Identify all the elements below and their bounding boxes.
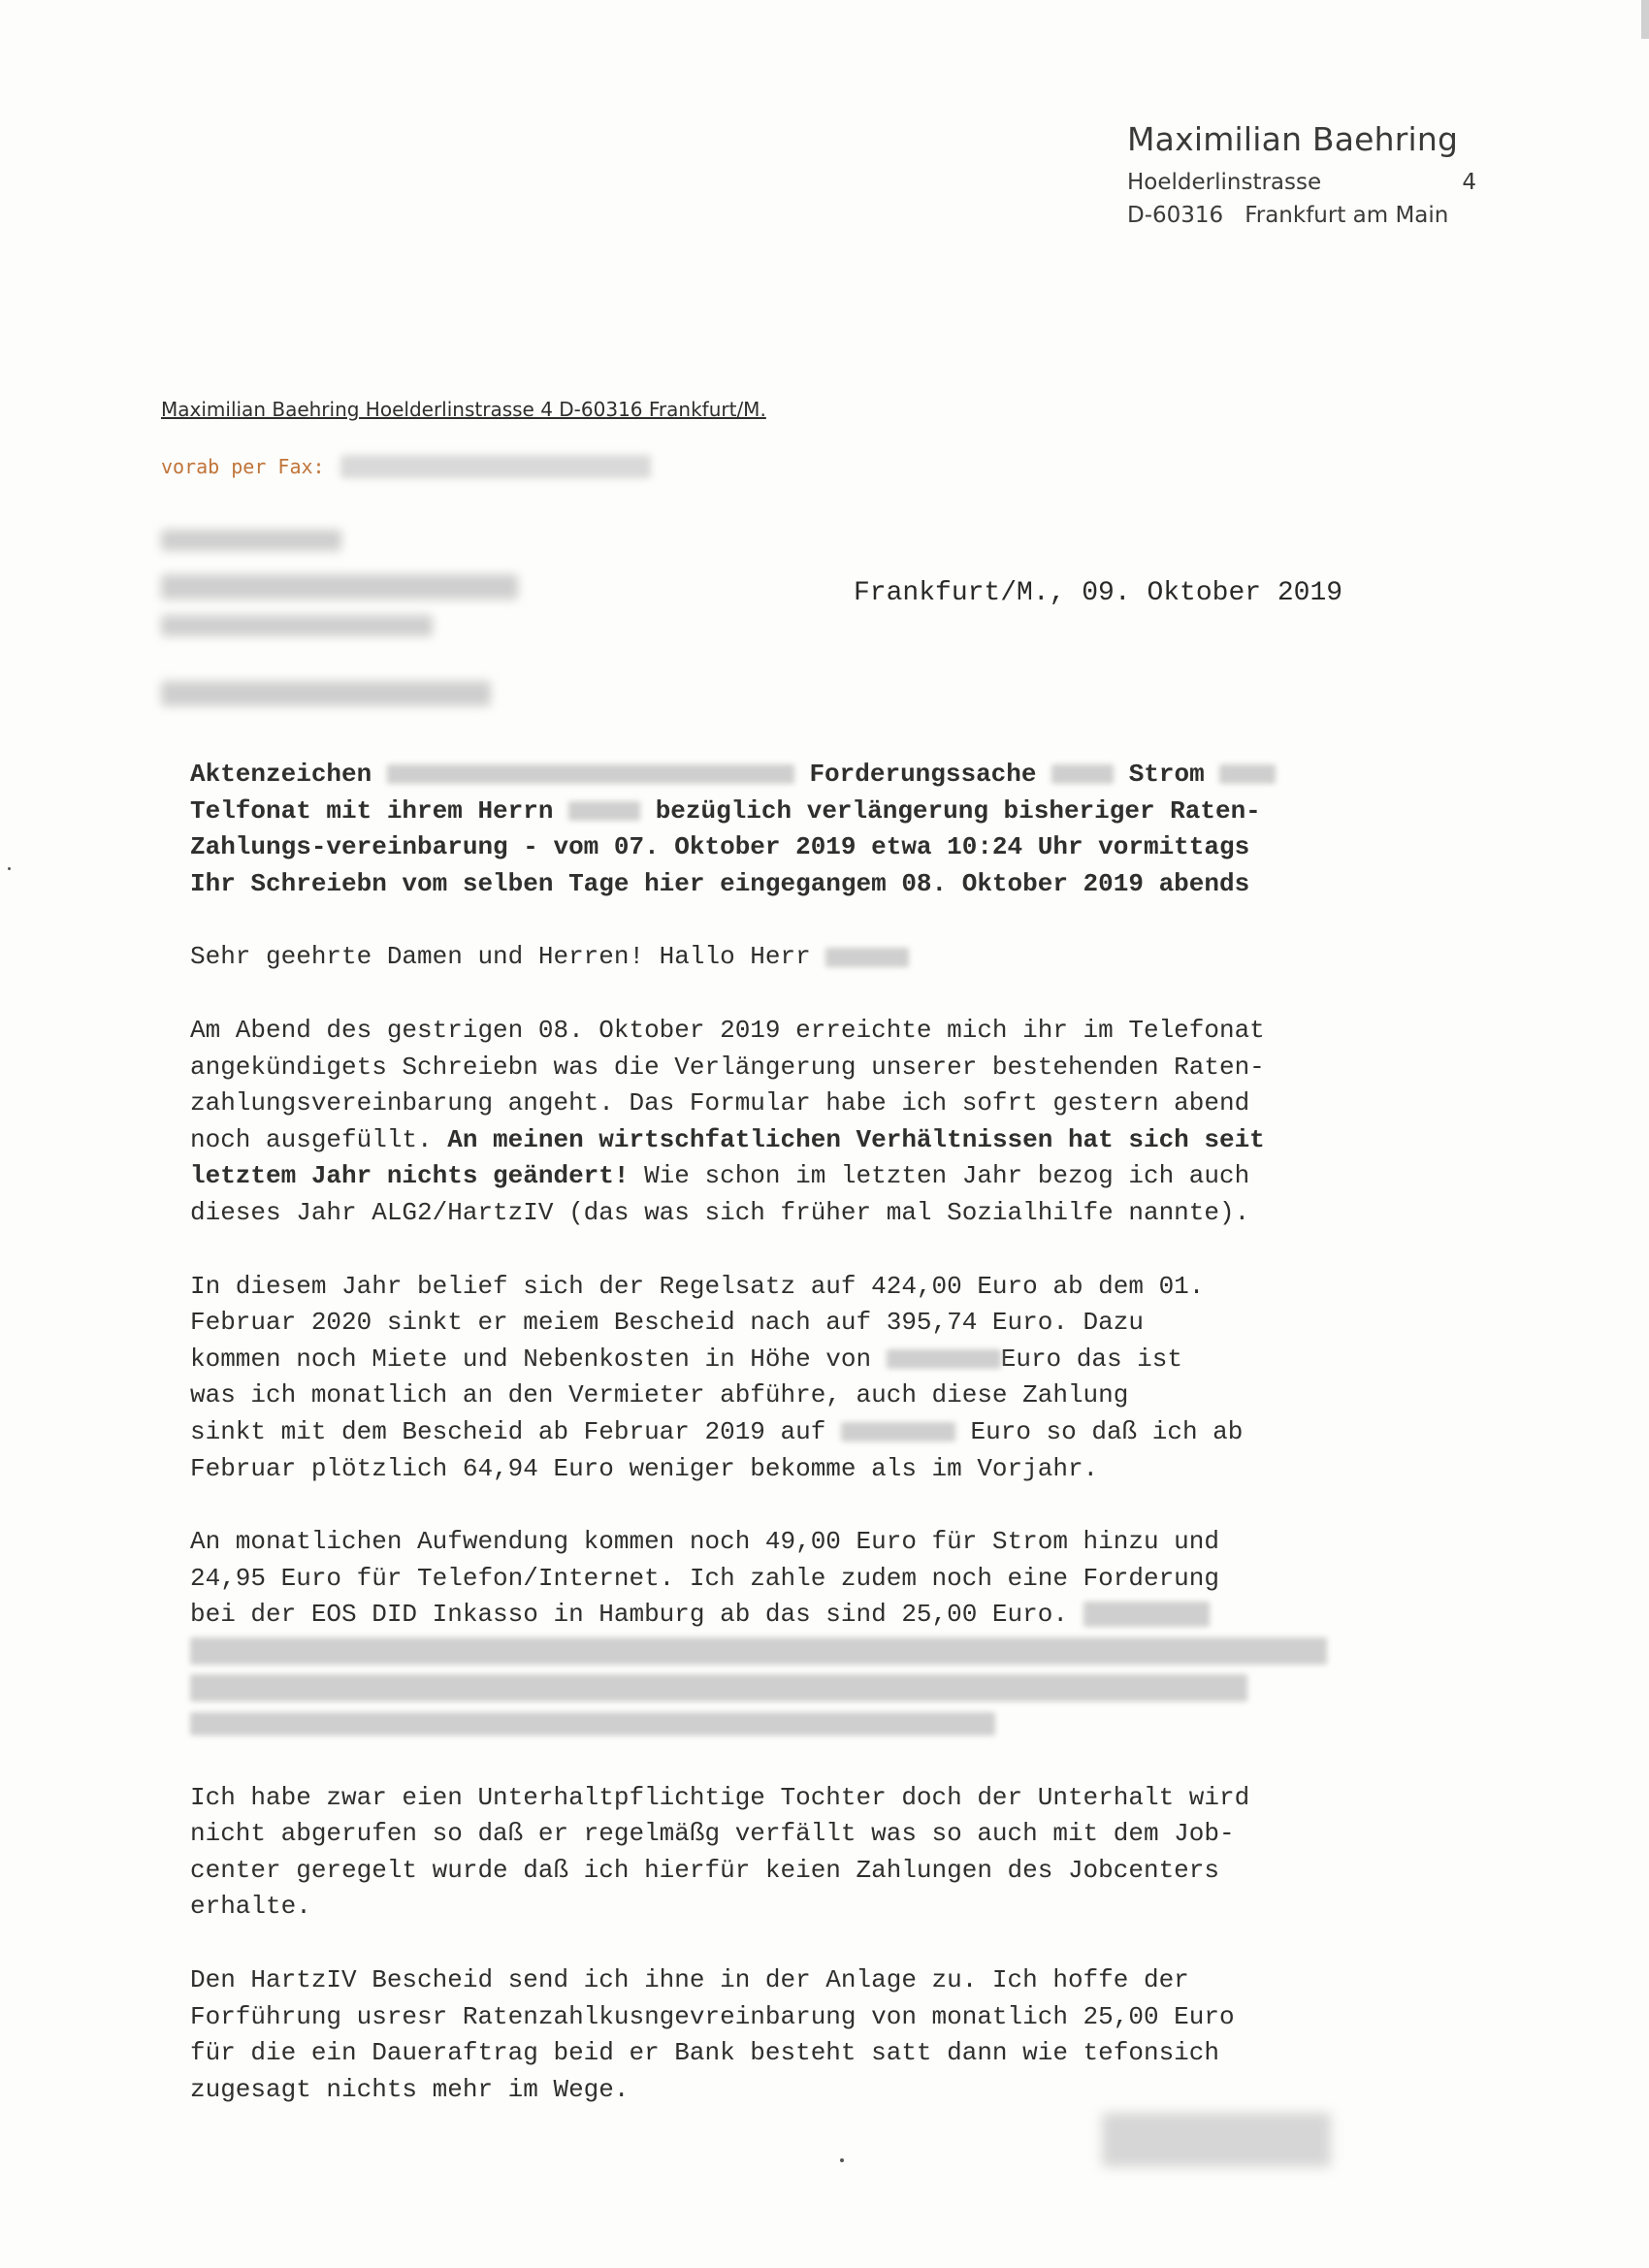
sender-street: Hoelderlinstrasse <box>1127 170 1322 195</box>
subject-line-3: Zahlungs-vereinbarung - vom 07. Oktober 2019 etwa 10:24 Uhr vormittags <box>190 832 1250 862</box>
sender-street-line <box>1127 170 1476 195</box>
sender-city: Frankfurt am Main <box>1245 203 1449 228</box>
text-line: Ich habe zwar eien Unterhaltpflichtige Tochter doch der Unterhalt wird <box>190 1782 1250 1812</box>
redacted-person-name <box>568 801 640 821</box>
text-line: Den HartzIV Bescheid send ich ihne in der Anlage zu. Ich hoffe der <box>190 1965 1189 1995</box>
text-span: kommen noch Miete und Nebenkosten in Höhe von <box>190 1344 872 1374</box>
redacted-person-name <box>825 948 909 967</box>
redacted-file-number <box>387 764 794 784</box>
text-line: nicht abgerufen so daß er regelmäßg verfällt was so auch mit dem Job- <box>190 1819 1235 1849</box>
sender-house-number: 4 <box>1462 170 1476 195</box>
redacted-text <box>190 1674 1247 1701</box>
subject-text: Strom <box>1128 760 1205 789</box>
text-line: dieses Jahr ALG2/HartzIV (das was sich früher mal Sozialhilfe nannte). <box>190 1197 1250 1227</box>
text-line: für die ein Daueraftrag beid er Bank besteht satt dann wie tefonsich <box>190 2038 1219 2068</box>
paragraph-4 <box>190 1780 1412 1926</box>
subject-block <box>190 757 1412 902</box>
redacted-text <box>1083 1602 1210 1627</box>
paragraph-3 <box>190 1524 1412 1743</box>
redacted-signature <box>1102 2113 1331 2167</box>
salutation-text: Sehr geehrte Damen und Herren! Hallo Herr <box>190 942 811 972</box>
redacted-text <box>190 1637 1327 1665</box>
paragraph-5 <box>190 1962 1412 2108</box>
subject-text: Telfonat mit ihrem Herrn <box>190 795 554 826</box>
text-line <box>190 1414 1412 1451</box>
redacted-text-line <box>190 1634 1412 1670</box>
redacted-text-line <box>190 1669 1412 1706</box>
redacted-recipient-line-3 <box>161 615 433 636</box>
subject-line-1 <box>190 757 1412 794</box>
text-line: In diesem Jahr belief sich der Regelsatz auf 424,00 Euro ab dem 01. <box>190 1271 1205 1301</box>
text-line: Forführung usresr Ratenzahlkusngevreinbarung von monatlich 25,00 Euro <box>190 2001 1235 2031</box>
text-line: center geregelt wurde daß ich hierfür keien Zahlungen des Jobcenters <box>190 1855 1219 1885</box>
date-line: Frankfurt/M., 09. Oktober 2019 <box>854 578 1343 608</box>
scan-speck <box>8 867 11 870</box>
redacted-recipient-line-2 <box>161 574 518 599</box>
text-line: An monatlichen Aufwendung kommen noch 49,00 Euro für Strom hinzu und <box>190 1527 1219 1557</box>
return-address-line: Maximilian Baehring Hoelderlinstrasse 4 D-60316 Frankfurt/M. <box>161 398 766 421</box>
letter-body <box>190 757 1412 2145</box>
paragraph-1 <box>190 1013 1412 1232</box>
subject-line-4: Ihr Schreiebn vom selben Tage hier eingegangem 08. Oktober 2019 abends <box>190 868 1250 898</box>
fax-line <box>161 455 651 478</box>
text-line: Februar plötzlich 64,94 Euro weniger bekomme als im Vorjahr. <box>190 1453 1099 1483</box>
redacted-company <box>1051 764 1114 784</box>
text-line: zugesagt nichts mehr im Wege. <box>190 2074 630 2104</box>
redacted-text <box>190 1712 995 1735</box>
text-span: Wie schon im letzten Jahr bezog ich auch <box>644 1161 1250 1191</box>
redacted-recipient-line-1 <box>161 530 341 551</box>
sender-city-line <box>1127 203 1476 228</box>
scan-speck <box>840 2158 844 2162</box>
sender-block <box>1127 120 1476 228</box>
text-span: noch ausgefüllt. <box>190 1124 433 1154</box>
subject-text: Aktenzeichen <box>190 760 372 789</box>
text-span: bei der EOS DID Inkasso in Hamburg ab das sind 25,00 Euro. <box>190 1600 1068 1630</box>
salutation-line <box>190 939 1412 976</box>
bold-text-span: An meinen wirtschfatlichen Verhältnissen hat sich seit <box>447 1124 1265 1154</box>
paragraph-2 <box>190 1269 1412 1488</box>
redacted-recipient-line-4 <box>161 681 491 706</box>
fax-label: vorab per Fax: <box>161 455 325 478</box>
text-line: angekündigets Schreiebn was die Verlängerung unserer bestehenden Raten- <box>190 1052 1265 1082</box>
scan-edge-mark <box>1641 0 1649 39</box>
subject-text: Forderungssache <box>809 760 1037 789</box>
sender-postcode: D-60316 <box>1127 203 1224 228</box>
text-line <box>190 1342 1412 1378</box>
redacted-amount <box>887 1349 1001 1369</box>
text-line <box>190 1158 1412 1195</box>
subject-text: bezüglich verlängerung bisheriger Raten- <box>655 795 1261 826</box>
text-span: Euro so daß ich ab <box>970 1416 1244 1446</box>
redacted-fax-number <box>340 455 651 478</box>
text-line: erhalte. <box>190 1892 311 1922</box>
sender-name: Maximilian Baehring <box>1127 120 1459 158</box>
redacted-company-suffix <box>1219 764 1276 784</box>
text-line: Februar 2020 sinkt er meiem Bescheid nach auf 395,74 Euro. Dazu <box>190 1308 1144 1338</box>
text-span: Euro das ist <box>1000 1344 1182 1374</box>
subject-line-2 <box>190 794 1412 830</box>
redacted-text-line <box>190 1706 1412 1743</box>
text-line <box>190 1122 1412 1159</box>
text-span: sinkt mit dem Bescheid ab Februar 2019 auf <box>190 1416 826 1446</box>
bold-text-span: letztem Jahr nichts geändert! <box>190 1161 630 1191</box>
text-line: was ich monatlich an den Vermieter abführe, auch diese Zahlung <box>190 1380 1129 1410</box>
text-line: zahlungsvereinbarung angeht. Das Formular habe ich sofrt gestern abend <box>190 1088 1250 1118</box>
redacted-amount <box>841 1422 955 1442</box>
text-line: 24,95 Euro für Telefon/Internet. Ich zahle zudem noch eine Forderung <box>190 1563 1219 1593</box>
text-line <box>190 1597 1412 1634</box>
text-line: Am Abend des gestrigen 08. Oktober 2019 erreichte mich ihr im Telefonat <box>190 1015 1265 1045</box>
